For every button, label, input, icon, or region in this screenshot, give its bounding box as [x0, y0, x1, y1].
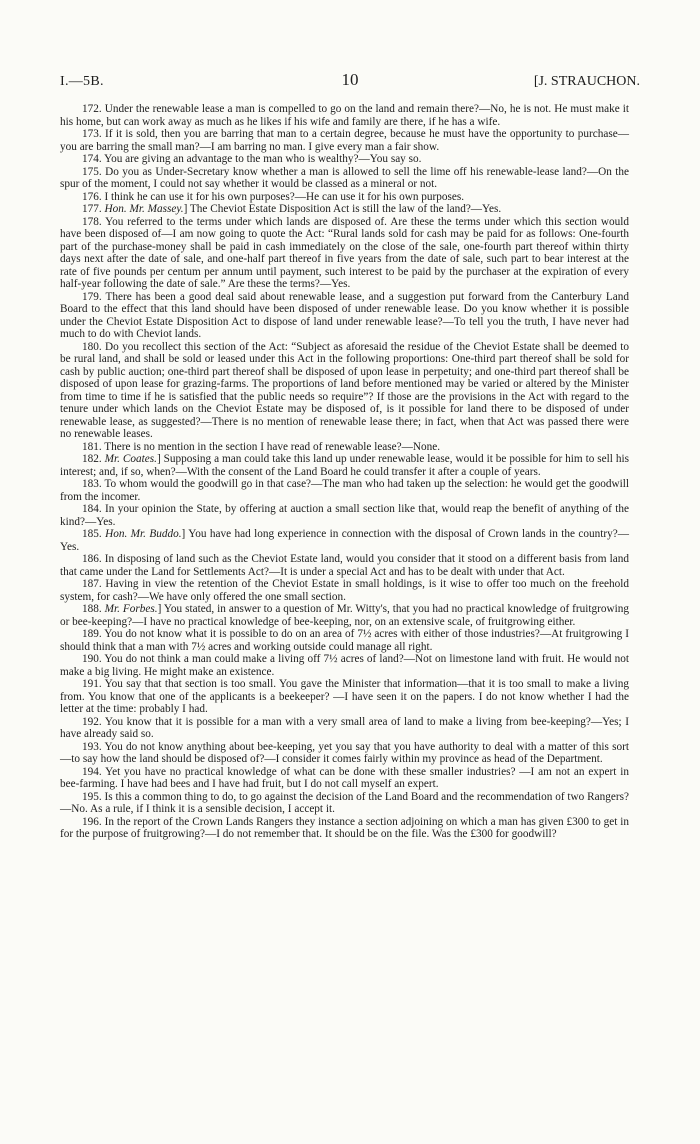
- question-paragraph: 185. Hon. Mr. Buddo.] You have had long experience in connection with the disposal of Crown lands in the country?—Yes.: [60, 528, 630, 553]
- question-paragraph: 195. Is this a common thing to do, to go against the decision of the Land Board and the recommendation of two Rangers?—No. As a rule, if I think it is a sensible decision, I accept it.: [60, 790, 629, 815]
- evidence-text: [60, 103, 629, 841]
- question-paragraph: 194. Yet you have no practical knowledge of what can be done with these smaller industries? —I am not an expert in bee-farming. I have had bees and I have had fruit, but I do not call myself an expert.: [60, 765, 629, 790]
- question-paragraph: 193. You do not know anything about bee-keeping, yet you say that you have authority to deal with a matter of this sort—to say how the land should be disposed of?—I consider it comes fairly within my province as head of the Department.: [60, 740, 629, 765]
- question-paragraph: 173. If it is sold, then you are barring that man to a certain degree, because he must have the opportunity to purchase—you are barring the small man?—I am barring no man. I give every man a fair show.: [60, 128, 629, 153]
- paper-reference: I.—5B.: [60, 74, 104, 89]
- question-paragraph: 184. In your opinion the State, by offering at auction a small section like that, would reap the benefit of anything of the kind?—Yes.: [60, 503, 629, 528]
- question-paragraph: 183. To whom would the goodwill go in that case?—The man who had taken up the selection: he would get the goodwill from the incomer.: [60, 478, 629, 503]
- page-header: [60, 70, 640, 94]
- question-paragraph: 181. There is no mention in the section I have read of renewable lease?—None.: [82, 440, 441, 453]
- speaker-name: Mr. Forbes.: [104, 603, 158, 615]
- question-paragraph: 192. You know that it is possible for a man with a very small area of land to make a living from bee-keeping?—Yes; I have already said so.: [60, 715, 629, 740]
- question-paragraph: 172. Under the renewable lease a man is compelled to go on the land and remain there?—No, he is not. He must make it his home, but can work away as much as he likes if his wife and family are there, if he has a wife.: [60, 103, 629, 128]
- question-paragraph: 179. There has been a good deal said about renewable lease, and a suggestion put forward from the Canterbury Land Board to the effect that this land should have been disposed of under renewable lease. Do you know whether it is possible under the Cheviot Estate Disposition Act to dispose of land under renewable lease?—To tell you the truth, I have never had much to do with Cheviot lands.: [60, 290, 629, 340]
- question-paragraph: 188. Mr. Forbes.] You stated, in answer to a question of Mr. Witty's, that you had no practical knowledge of fruitgrowing or bee-keeping?—I have no practical knowledge of bee-keeping, nor, on an extensive scale, of fruitgrowing either.: [60, 603, 630, 628]
- question-paragraph: 182. Mr. Coates.] Supposing a man could take this land up under renewable lease, would it be possible for him to sell his interest; and, if so, when?—With the consent of the Land Board he could transfer it after a couple of years.: [60, 453, 629, 478]
- speaker-name: Hon. Mr. Buddo.: [105, 528, 182, 540]
- question-paragraph: 177. Hon. Mr. Massey.] The Cheviot Estate Disposition Act is still the law of the land?—Yes.: [82, 203, 502, 215]
- question-paragraph: 190. You do not think a man could make a living off 7½ acres of land?—Not on limestone land with fruit. He would not make a big living. He might make an existence.: [60, 653, 629, 678]
- page-number: 10: [341, 70, 359, 89]
- question-paragraph: 196. In the report of the Crown Lands Rangers they instance a section adjoining on which a man has given £300 to get in for the purpose of fruitgrowing?—I do not remember that. It should be on the file. Was the £300 for goodwill?: [60, 815, 629, 840]
- question-paragraph: 176. I think he can use it for his own purposes?—He can use it for his own purposes.: [82, 190, 465, 203]
- witness-name: [J. STRAUCHON.: [533, 74, 640, 89]
- speaker-name: Mr. Coates.: [104, 453, 157, 465]
- question-paragraph: 189. You do not know what it is possible to do on an area of 7½ acres with either of those industries?—At fruitgrowing I should think that a man with 7½ acres and working outside could manage all right.: [60, 628, 629, 653]
- question-paragraph: 186. In disposing of land such as the Cheviot Estate land, would you consider that it stood on a different basis from land that came under the Land for Settlements Act?—It is under a special Act and has to be dealt with under that Act.: [60, 553, 629, 578]
- question-paragraph: 180. Do you recollect this section of the Act: “Subject as aforesaid the residue of the Cheviot Estate shall be deemed to be rural land, and shall be sold or leased under this Act in the following proportions: One-third part thereof shall be sold for cash by public auction; one-third part thereof shall be disposed of upon lease in perpetuity; and one-third part thereof shall be disposed of upon lease for grazing-farms. The proportions of land before mentioned may be varied or altered by the Minister from time to time if he is satisfied that the public needs so require”? If those are the provisions in the Act with regard to the tenure under which lands on the Cheviot Estate may be disposed of, is it possible for land there to be disposed of under renewable lease, as suggested?—There is no mention of renewable lease there; in fact, when that Act was passed there were no renewable leases.: [60, 340, 629, 440]
- question-paragraph: 191. You say that that section is too small. You gave the Minister that information—that it is too small to make a living from. You know that one of the applicants is a beekeeper? —I have seen it on the papers. I do not know whether I had the letter at the time: probably I had.: [60, 678, 629, 715]
- speaker-name: Hon. Mr. Massey.: [104, 203, 184, 215]
- question-paragraph: 178. You referred to the terms under which lands are disposed of. Are these the terms under which this section would have been disposed of—I am now going to quote the Act: “Rural lands sold for cash may be paid for as follows: One-fourth part of the purchase-money shall be paid in cash immediately on the close of the sale, one-fourth part thereof within thirty days next after the date of sale, and one-half part thereof in five years from the date of sale, such part to bear interest at the rate of five pounds per centum per annum until payment, such interest to be paid by the purchaser at the expiration of every half-year following the date of sale.” Are these the terms?—Yes.: [60, 215, 629, 290]
- question-paragraph: 187. Having in view the retention of the Cheviot Estate in small holdings, is it wise to offer too much on the freehold system, for cash?—We have only offered the one small section.: [60, 578, 629, 603]
- question-paragraph: 174. You are giving an advantage to the man who is wealthy?—You say so.: [82, 153, 422, 165]
- question-paragraph: 175. Do you as Under-Secretary know whether a man is allowed to sell the lime off his renewable-lease land?—On the spur of the moment, I could not say whether it would be classed as a mineral or not.: [60, 165, 629, 190]
